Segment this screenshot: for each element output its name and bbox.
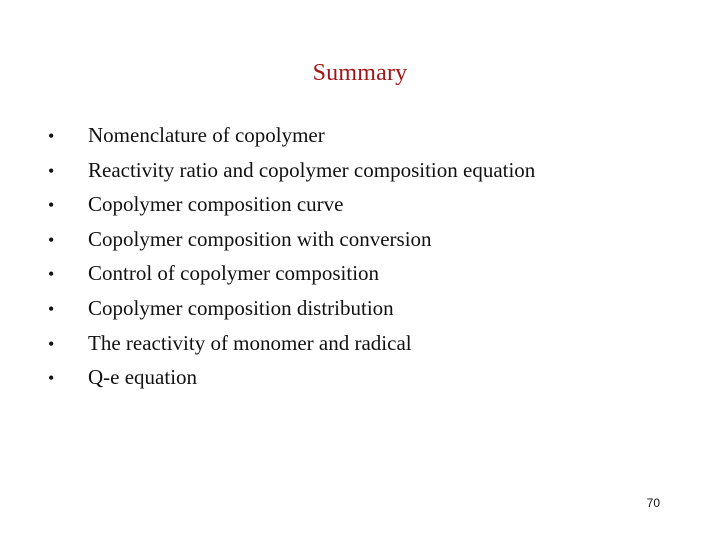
list-item-text: Control of copolymer composition	[88, 261, 380, 286]
list-item	[48, 331, 535, 366]
list-item	[48, 123, 535, 158]
list-item-text: Reactivity ratio and copolymer composition equation	[88, 157, 536, 182]
list-item	[48, 365, 535, 400]
list-item	[48, 227, 535, 262]
list-item	[48, 261, 535, 296]
list-item-text: The reactivity of monomer and radical	[88, 330, 412, 355]
bullet-icon: •	[48, 126, 55, 146]
list-item-text: Copolymer composition with conversion	[88, 226, 432, 251]
list-item	[48, 296, 535, 331]
list-item	[48, 158, 535, 193]
bullet-icon: •	[48, 298, 55, 319]
bullet-icon: •	[48, 368, 55, 389]
list-item-text: Nomenclature of copolymer	[88, 123, 325, 147]
slide-title: Summary	[312, 60, 408, 86]
bullet-icon: •	[48, 229, 55, 250]
list-item	[48, 192, 535, 227]
bullet-icon: •	[48, 264, 55, 285]
bullet-icon: •	[48, 160, 55, 181]
list-item-text: Q-e equation	[88, 365, 198, 390]
list-item-text: Copolymer composition curve	[88, 192, 344, 217]
bullet-icon: •	[48, 333, 55, 354]
list-item-text: Copolymer composition distribution	[88, 295, 394, 320]
bullet-icon: •	[48, 195, 55, 216]
page-number: 70	[646, 496, 660, 510]
bullet-list	[48, 123, 535, 400]
